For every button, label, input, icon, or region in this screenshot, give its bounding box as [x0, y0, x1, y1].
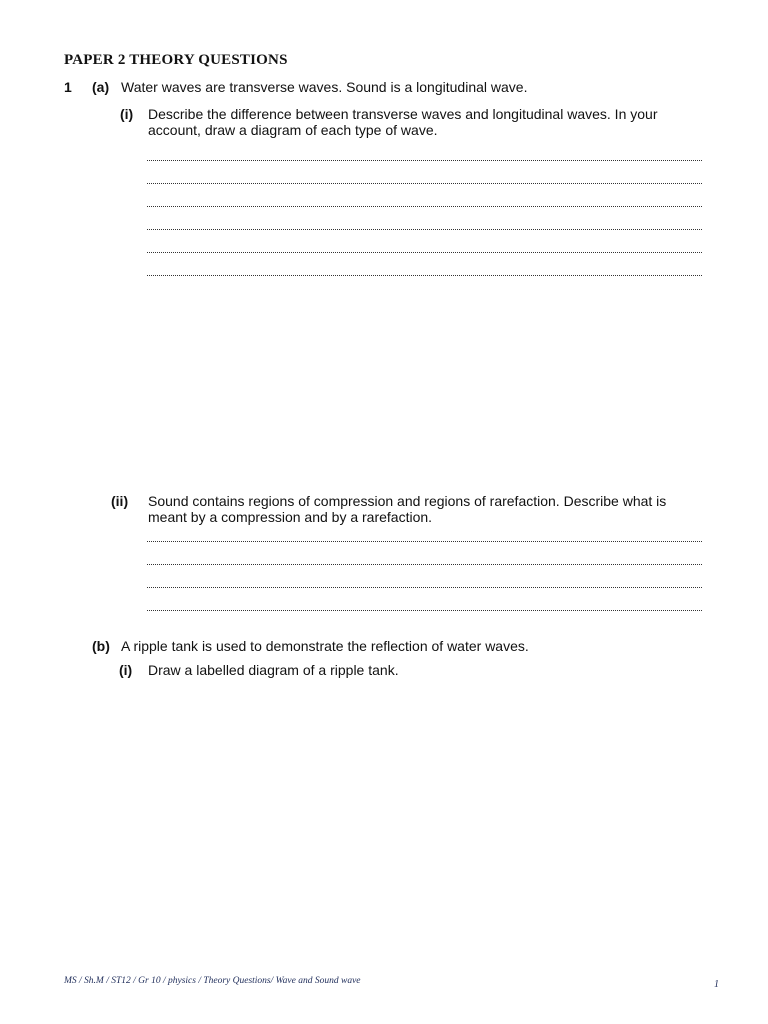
part-a-ii-text: Sound contains regions of compression and regions of rarefaction. Describe what is meant by a compression and by a rarefaction. — [148, 493, 667, 525]
answer-line[interactable] — [147, 587, 702, 588]
page-title: PAPER 2 THEORY QUESTIONS — [64, 52, 288, 68]
answer-line[interactable] — [147, 610, 702, 611]
part-a-ii-label: (ii) — [111, 493, 129, 509]
answer-line[interactable] — [147, 160, 702, 161]
part-b-label: (b) — [92, 638, 110, 654]
answer-line[interactable] — [147, 275, 702, 276]
answer-line[interactable] — [147, 564, 702, 565]
part-a-text: Water waves are transverse waves. Sound is a longitudinal wave. — [121, 79, 528, 95]
question-number: 1 — [64, 79, 72, 95]
page-number: 1 — [714, 979, 719, 990]
answer-line[interactable] — [147, 183, 702, 184]
footer-text: MS / Sh.M / ST12 / Gr 10 / physics / Theory Questions/ Wave and Sound wave — [64, 976, 361, 986]
answer-line[interactable] — [147, 229, 702, 230]
part-b-i-label: (i) — [119, 662, 133, 678]
diagram-space — [147, 290, 702, 480]
part-b-i-text: Draw a labelled diagram of a ripple tank. — [148, 662, 399, 678]
answer-line[interactable] — [147, 206, 702, 207]
part-b-text: A ripple tank is used to demonstrate the reflection of water waves. — [121, 638, 529, 654]
part-a-i-text: Describe the difference between transverse waves and longitudinal waves. In your account, draw a diagram of each type of wave. — [148, 106, 658, 138]
answer-line[interactable] — [147, 541, 702, 542]
answer-line[interactable] — [147, 252, 702, 253]
part-a-i-label: (i) — [120, 106, 134, 122]
diagram-space — [147, 690, 702, 960]
part-a-label: (a) — [92, 79, 110, 95]
